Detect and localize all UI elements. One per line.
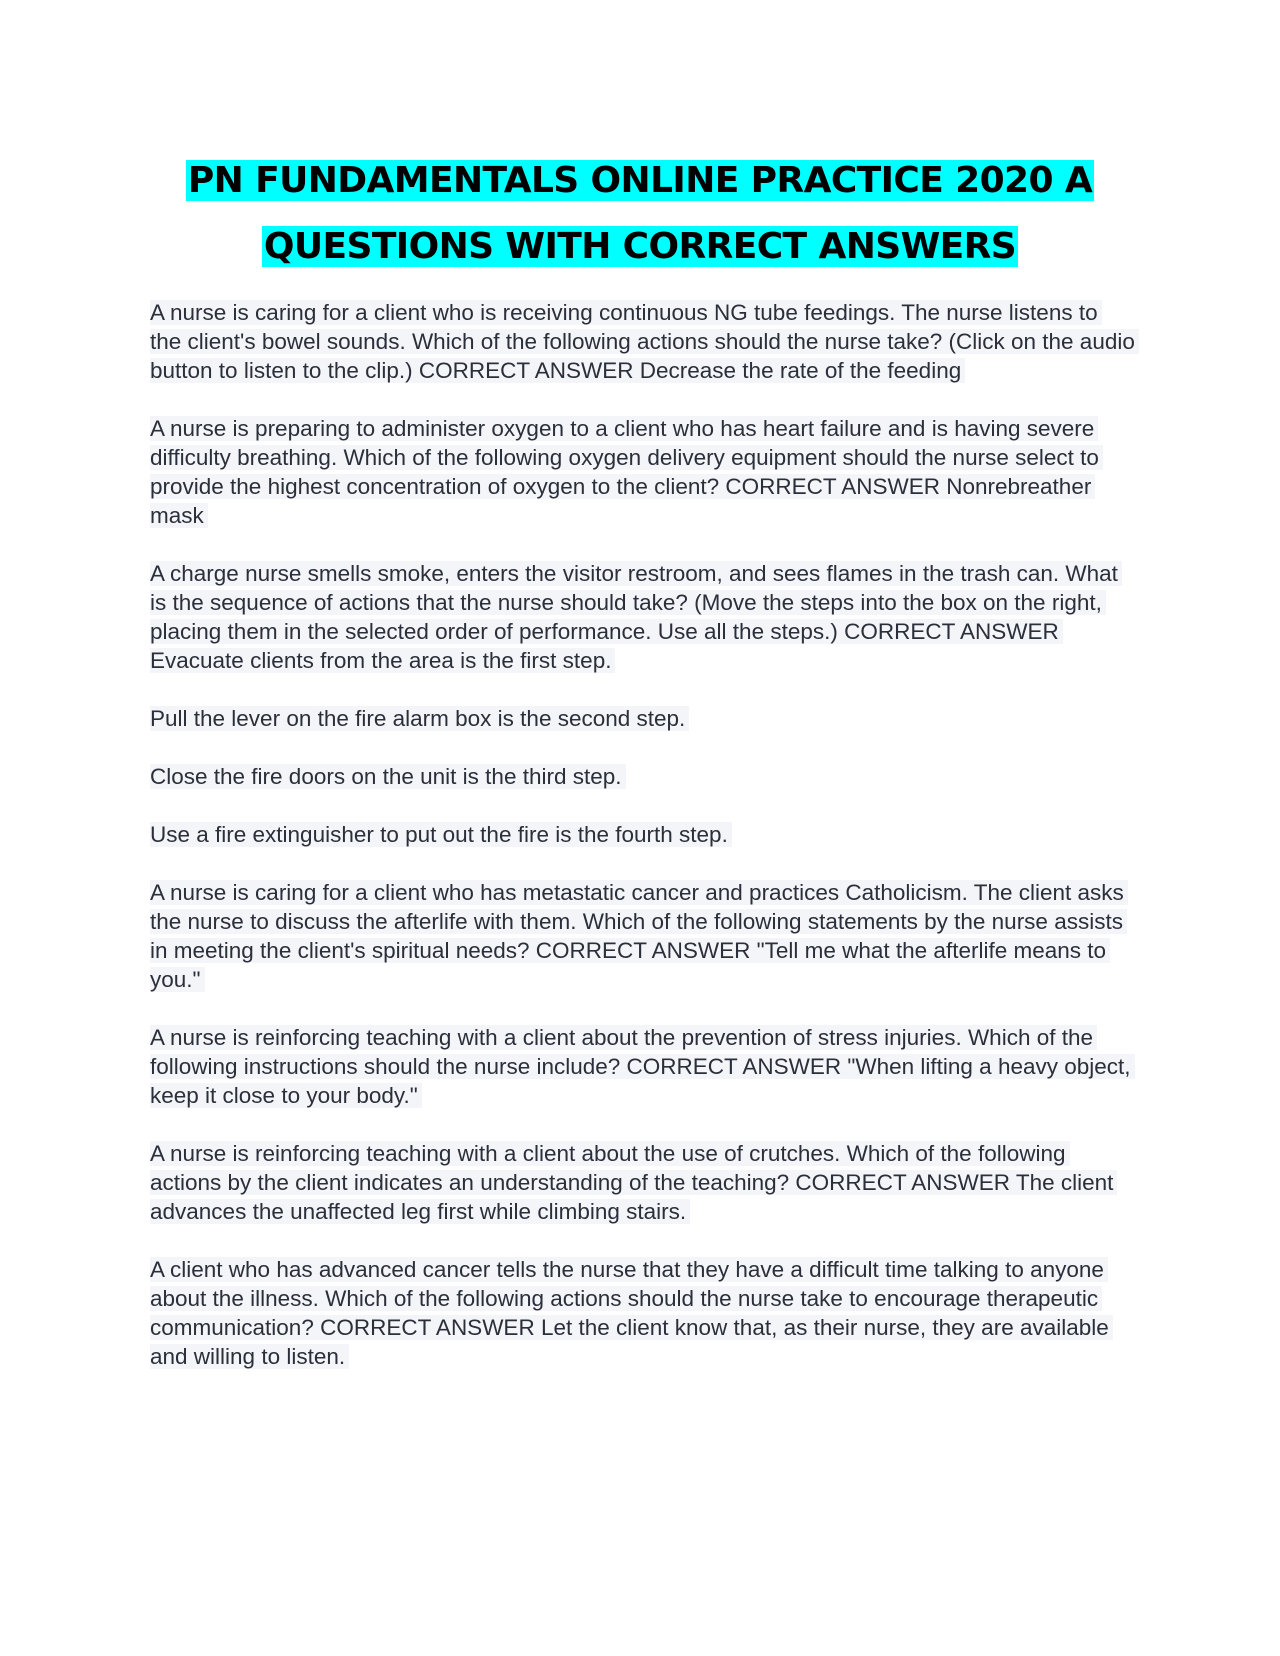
paragraph-7-text: A nurse is caring for a client who has metastatic cancer and practices Catholicism. The client asks the nurse to discuss the afterlife with them. Which of the following statements by the nurse assists in meeting the client's spiritual needs? CORRECT ANSWER "Tell me what the afterlife means to you." — [150, 880, 1128, 992]
paragraph-6-text: Use a fire extinguisher to put out the fire is the fourth step. — [150, 822, 732, 847]
paragraph-1 — [150, 298, 1135, 385]
paragraph-5 — [150, 762, 1135, 791]
document-title — [150, 148, 1130, 280]
paragraph-8 — [150, 1023, 1135, 1110]
paragraph-5-text: Close the fire doors on the unit is the third step. — [150, 764, 626, 789]
paragraph-9 — [150, 1139, 1135, 1226]
paragraph-2-text: A nurse is preparing to administer oxygen to a client who has heart failure and is having severe difficulty breathing. Which of the following oxygen delivery equipment should the nurse select to provide the highest concentration of oxygen to the client? CORRECT ANSWER Nonrebreather mask — [150, 416, 1103, 528]
document-body — [150, 298, 1135, 1400]
paragraph-2 — [150, 414, 1135, 530]
paragraph-10-text: A client who has advanced cancer tells the nurse that they have a difficult time talking to anyone about the illness. Which of the following actions should the nurse take to encourage therapeutic communication? CORRECT ANSWER Let the client know that, as their nurse, they are available and willing to listen. — [150, 1257, 1113, 1369]
paragraph-3 — [150, 559, 1135, 675]
paragraph-8-text: A nurse is reinforcing teaching with a client about the prevention of stress injuries. Which of the following instructions should the nurse include? CORRECT ANSWER "When lifting a heavy object, keep it close to your body." — [150, 1025, 1135, 1108]
paragraph-4-text: Pull the lever on the fire alarm box is the second step. — [150, 706, 689, 731]
paragraph-9-text: A nurse is reinforcing teaching with a client about the use of crutches. Which of the following actions by the client indicates an understanding of the teaching? CORRECT ANSWER The client advances the unaffected leg first while climbing stairs. — [150, 1141, 1117, 1224]
paragraph-6 — [150, 820, 1135, 849]
document-title-text: PN FUNDAMENTALS ONLINE PRACTICE 2020 A QUESTIONS WITH CORRECT ANSWERS — [187, 160, 1093, 267]
paragraph-10 — [150, 1255, 1135, 1371]
paragraph-1-text: A nurse is caring for a client who is receiving continuous NG tube feedings. The nurse listens to the client's bowel sounds. Which of the following actions should the nurse take? (Click on the audio button to listen to the clip.) CORRECT ANSWER Decrease the rate of the feeding — [150, 300, 1139, 383]
paragraph-3-text: A charge nurse smells smoke, enters the visitor restroom, and sees flames in the trash can. What is the sequence of actions that the nurse should take? (Move the steps into the box on the right, placing them in the selected order of performance. Use all the steps.) CORRECT ANSWER Evacuate clients from the area is the first step. — [150, 561, 1122, 673]
paragraph-7 — [150, 878, 1135, 994]
paragraph-4 — [150, 704, 1135, 733]
